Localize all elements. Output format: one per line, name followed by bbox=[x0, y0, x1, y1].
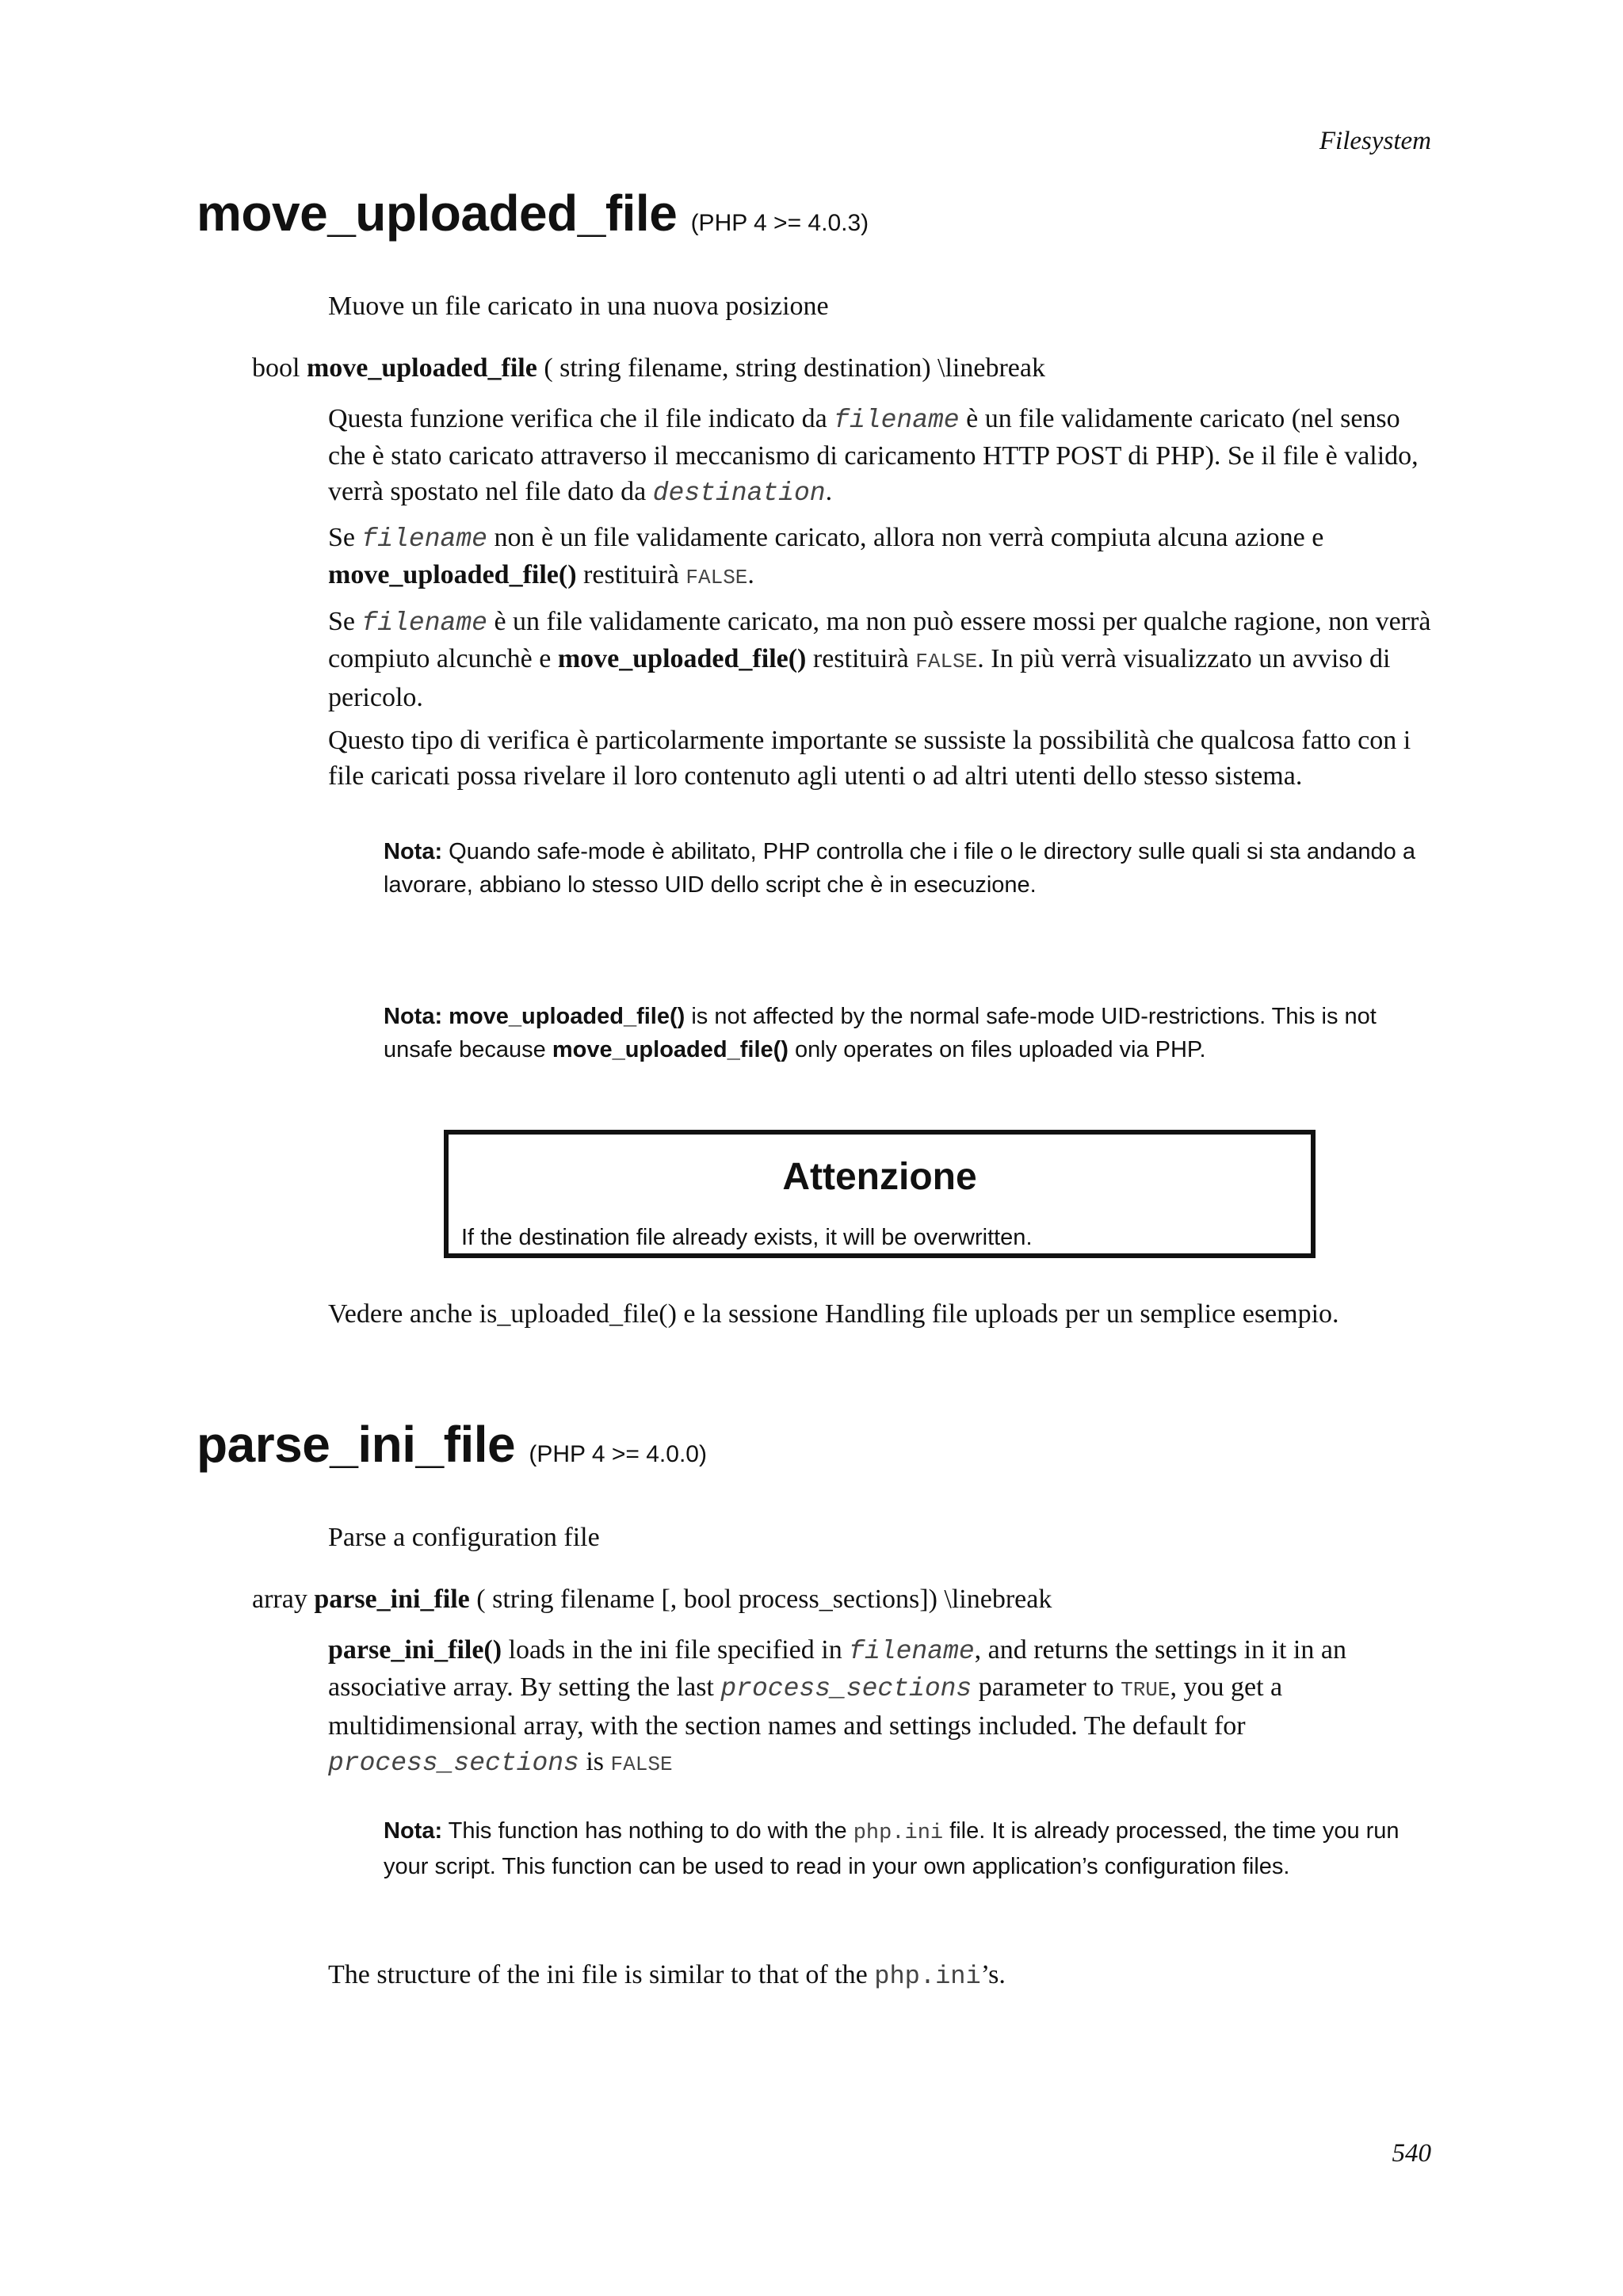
parameter-name: process_sections bbox=[328, 1749, 579, 1778]
return-type: bool bbox=[252, 353, 300, 383]
function-reference: move_uploaded_file() bbox=[552, 1037, 789, 1062]
function-heading-parse-ini-file bbox=[197, 1415, 707, 1474]
parameter-name: filename bbox=[834, 406, 960, 435]
parameter-name: filename bbox=[849, 1637, 975, 1666]
filename-literal: php.ini bbox=[874, 1962, 981, 1991]
page-number: 540 bbox=[1392, 2139, 1431, 2168]
synopsis-function-name: parse_ini_file bbox=[314, 1585, 470, 1614]
description-paragraph: parse_ini_file() loads in the ini file specified in filename, and returns the settings in it in an associative array. By setting the last process_sections parameter to TRUE, you get a multidimensional array, with the section names and settings included. The default for process_sections is FALSE bbox=[328, 1635, 1346, 1778]
parameter-name: process_sections bbox=[720, 1674, 972, 1703]
note-php-ini: Nota: This function has nothing to do with the php.ini file. It is already processed, the time you run your script. This function can be used to read in your own application’s configuration files. bbox=[384, 1818, 1400, 1879]
note-uid-restrictions: Nota: move_uploaded_file() is not affected by the normal safe-mode UID-restrictions. This is not unsafe because move_uploaded_file() only operates on files uploaded via PHP. bbox=[384, 1004, 1377, 1062]
note-safe-mode: Nota: Quando safe-mode è abilitato, PHP controlla che i file o le directory sulle quali si sta andando a lavorare, abbiano lo stesso UID dello script che è in esecuzione. bbox=[384, 839, 1415, 898]
warning-title: Attenzione bbox=[782, 1156, 977, 1198]
filename-literal: php.ini bbox=[853, 1821, 944, 1845]
function-synopsis bbox=[252, 1585, 1052, 1615]
constant: FALSE bbox=[915, 650, 978, 673]
synopsis-function-name: move_uploaded_file bbox=[306, 353, 537, 383]
description-paragraph: Questa funzione verifica che il file indicato da filename è un file validamente caricato (nel senso che è stato caricato attraverso il meccanismo di caricamento HTTP POST di PHP). Se il file è valido, verrà spostato nel file dato da destination. bbox=[328, 404, 1419, 508]
description-paragraph: Questo tipo di verifica è particolarmente importante se sussiste la possibilità che qualcosa fatto con i file caricati possa rivelare il loro contenuto agli utenti o ad altri utenti dello stesso sistema. bbox=[328, 726, 1411, 791]
description-paragraph: Se filename è un file validamente caricato, ma non può essere mossi per qualche ragione, non verrà compiuto alcunchè e move_uploaded_file() restituirà FALSE. In più verrà visualizzato un avviso di pericolo. bbox=[328, 607, 1431, 712]
parameter-name: filename bbox=[361, 608, 487, 638]
see-also: Vedere anche is_uploaded_file() e la sessione Handling file uploads per un semplice esempio. bbox=[328, 1299, 1339, 1329]
function-purpose: Muove un file caricato in una nuova posizione bbox=[328, 292, 829, 321]
parameter-name: destination bbox=[652, 479, 826, 508]
warning-text: If the destination file already exists, it will be overwritten. bbox=[461, 1225, 1033, 1250]
note-label: Nota: bbox=[384, 839, 443, 864]
version-info: (PHP 4 >= 4.0.0) bbox=[529, 1441, 707, 1467]
constant: FALSE bbox=[610, 1753, 673, 1776]
function-heading-move-uploaded-file bbox=[197, 184, 869, 242]
synopsis-args: ( string filename, string destination) \linebreak bbox=[537, 353, 1045, 383]
function-reference: move_uploaded_file() bbox=[557, 644, 807, 673]
function-reference: parse_ini_file() bbox=[328, 1635, 502, 1665]
parameter-name: filename bbox=[361, 524, 487, 554]
function-reference: move_uploaded_file() bbox=[328, 560, 577, 589]
function-name: parse_ini_file bbox=[197, 1416, 516, 1473]
running-header: Filesystem bbox=[1319, 127, 1431, 155]
function-name: move_uploaded_file bbox=[197, 185, 678, 242]
version-info: (PHP 4 >= 4.0.3) bbox=[690, 210, 869, 236]
note-label: Nota: bbox=[384, 1818, 443, 1844]
synopsis-args: ( string filename [, bool process_sections]) \linebreak bbox=[469, 1585, 1052, 1614]
description-paragraph: Se filename non è un file validamente caricato, allora non verrà compiuta alcuna azione e move_uploaded_file() restituirà FALSE. bbox=[328, 523, 1324, 589]
description-paragraph: The structure of the ini file is similar to that of the php.ini’s. bbox=[328, 1960, 1006, 1991]
warning-box bbox=[444, 1130, 1316, 1258]
function-synopsis bbox=[252, 353, 1045, 383]
return-type: array bbox=[252, 1585, 307, 1614]
function-reference: move_uploaded_file() bbox=[449, 1004, 685, 1029]
note-label: Nota: bbox=[384, 1004, 443, 1029]
constant: TRUE bbox=[1121, 1678, 1170, 1702]
constant: FALSE bbox=[685, 566, 748, 589]
function-purpose: Parse a configuration file bbox=[328, 1523, 600, 1552]
